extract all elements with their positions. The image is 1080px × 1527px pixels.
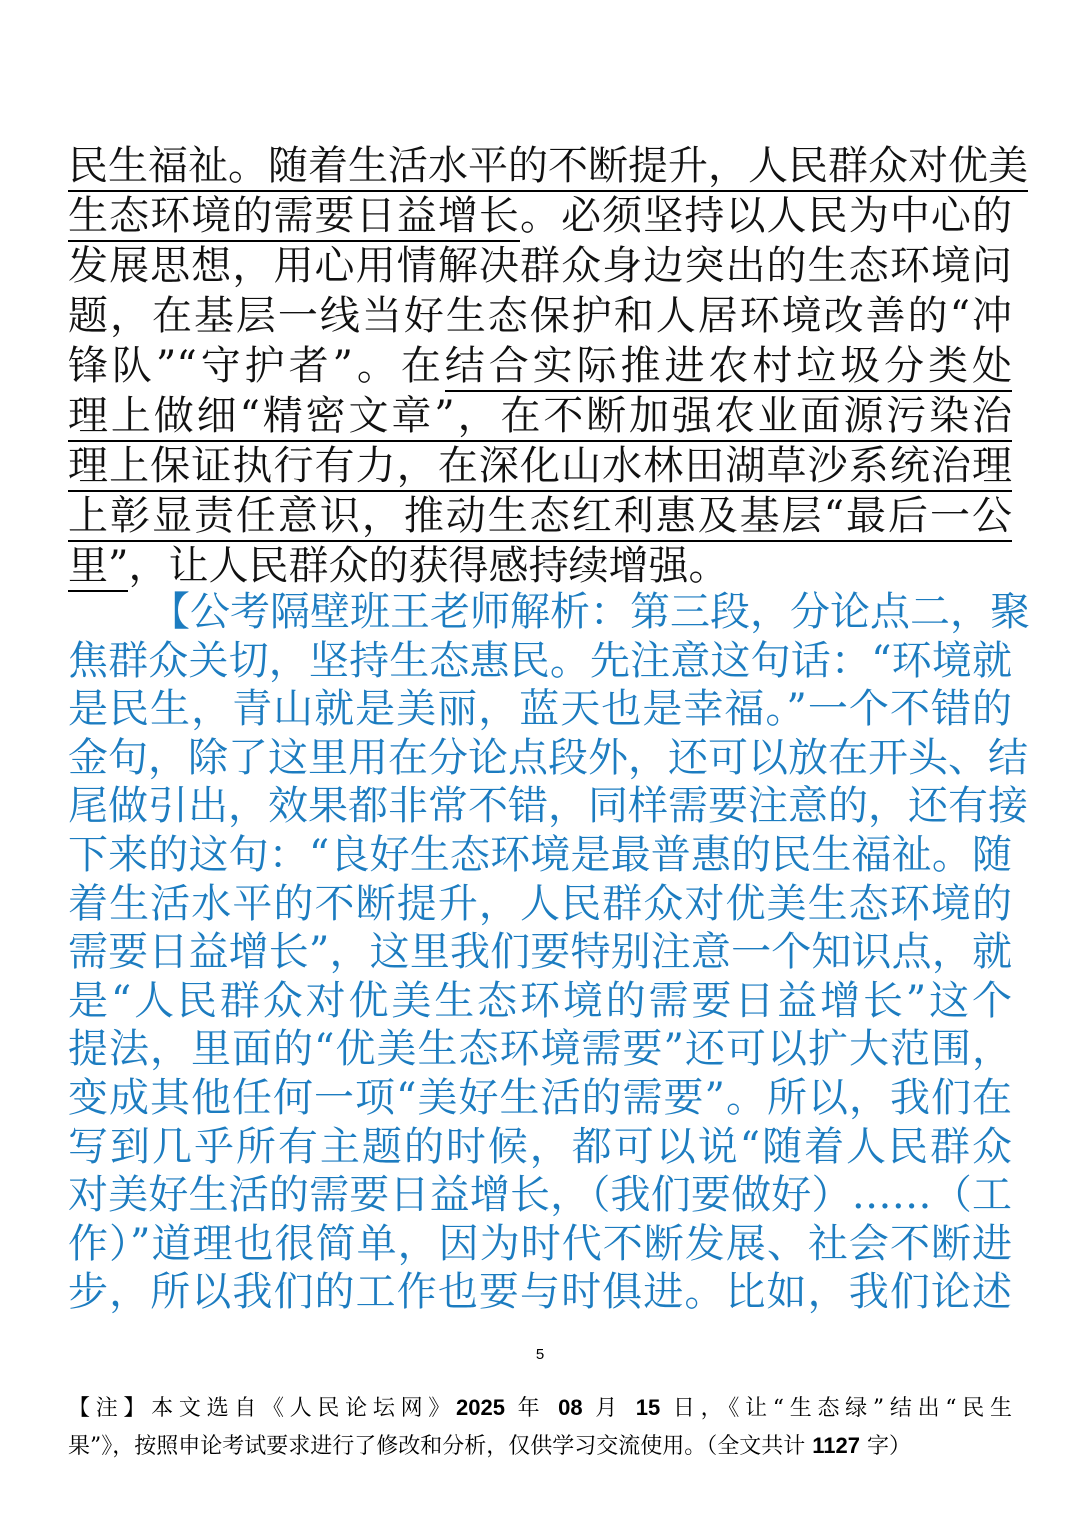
footnote-year: 2025 — [456, 1395, 505, 1420]
underlined-text: 里” — [68, 543, 128, 592]
analysis-line: 尾做引出，效果都非常不错，同样需要注意的，还有接 — [68, 783, 1028, 830]
body-text: 发展思想，用心用情解决群众身边突出的生态环境问 — [68, 243, 1012, 289]
analysis-line: 对美好生活的需要日益增长，（我们要做好）……（工 — [68, 1172, 1012, 1219]
analysis-line: 是“人民群众对优美生态环境的需要日益增长”这个 — [68, 977, 1012, 1024]
footnote-year-unit: 年 — [504, 1396, 559, 1421]
footnote-line-1 — [68, 1392, 1012, 1425]
footnote-day: 15 — [635, 1395, 661, 1420]
body-line — [68, 392, 1012, 440]
body-line — [68, 192, 1012, 240]
analysis-line: 步，所以我们的工作也要与时俱进。比如，我们论述 — [68, 1269, 1012, 1316]
body-line — [68, 492, 1012, 540]
footnote-line-2 — [68, 1430, 1012, 1463]
body-line — [68, 542, 1012, 590]
underlined-text: 生态环境的需要日益增长 — [68, 193, 520, 242]
analysis-line: 【公考隔壁班王老师解析：第三段，分论点二，聚 — [150, 589, 1030, 635]
analysis-line: 着生活水平的不断提升，人民群众对优美生态环境的 — [68, 880, 1012, 927]
analysis-line: 提法，里面的“优美生态环境需要”还可以扩大范围， — [68, 1026, 1012, 1073]
body-text: ，让人民群众的获得感持续增强。 — [128, 543, 729, 589]
footnote-word-count: 1127 — [812, 1433, 860, 1458]
footnote-title: 日，《让“生态绿”结出“民生 — [660, 1396, 1012, 1421]
analysis-line: 焦群众关切，坚持生态惠民。先注意这句话：“环境就 — [68, 637, 1012, 684]
underlined-text: 理上做细“精密文章”，在不断加强农业面源污染治 — [68, 393, 1012, 442]
analysis-line: 需要日益增长”，这里我们要特别注意一个知识点，就 — [68, 929, 1012, 976]
footnote-word-unit: 字） — [859, 1434, 911, 1459]
body-line — [68, 292, 1012, 340]
underlined-text: 理上保证执行有力，在深化山水林田湖草沙系统治理 — [68, 443, 1012, 492]
body-text: 锋队”“守护者”。在 — [68, 343, 445, 389]
footnote-usage: 果”》，按照申论考试要求进行了修改和分析，仅供学习交流使用。（全文共计 — [68, 1434, 813, 1459]
analysis-line: 写到几乎所有主题的时候，都可以说“随着人民群众 — [68, 1123, 1012, 1170]
analysis-line: 作）”道理也很简单，因为时代不断发展、社会不断进 — [68, 1220, 1012, 1267]
page-number: 5 — [535, 1346, 545, 1363]
body-line — [68, 142, 1028, 190]
underlined-text: 上彰显责任意识，推动生态红利惠及基层“最后一公 — [68, 493, 1012, 542]
footnote-month-unit: 月 — [582, 1396, 636, 1421]
underlined-text: 结合实际推进农村垃圾分类处 — [445, 343, 1012, 392]
body-line — [68, 242, 1012, 290]
body-text: 题，在基层一线当好生态保护和人居环境改善的“冲 — [68, 293, 1012, 339]
body-line — [68, 342, 1012, 390]
body-line — [68, 442, 1012, 490]
analysis-line: 变成其他任何一项“美好生活的需要”。所以，我们在 — [68, 1075, 1012, 1121]
underlined-text: 民生福祉。随着生活水平的不断提升，人民群众对优美 — [68, 143, 1028, 192]
footnote-month: 08 — [558, 1395, 583, 1420]
analysis-line: 下来的这句：“良好生态环境是最普惠的民生福祉。随 — [68, 832, 1012, 878]
body-text: 。必须坚持以人民为中心的 — [520, 193, 1012, 239]
footnote-source: 【注】本文选自《人民论坛网》 — [68, 1396, 457, 1421]
analysis-line: 是民生，青山就是美丽，蓝天也是幸福。”一个不错的 — [68, 686, 1012, 733]
analysis-line: 金句，除了这里用在分论点段外，还可以放在开头、结 — [68, 734, 1028, 781]
